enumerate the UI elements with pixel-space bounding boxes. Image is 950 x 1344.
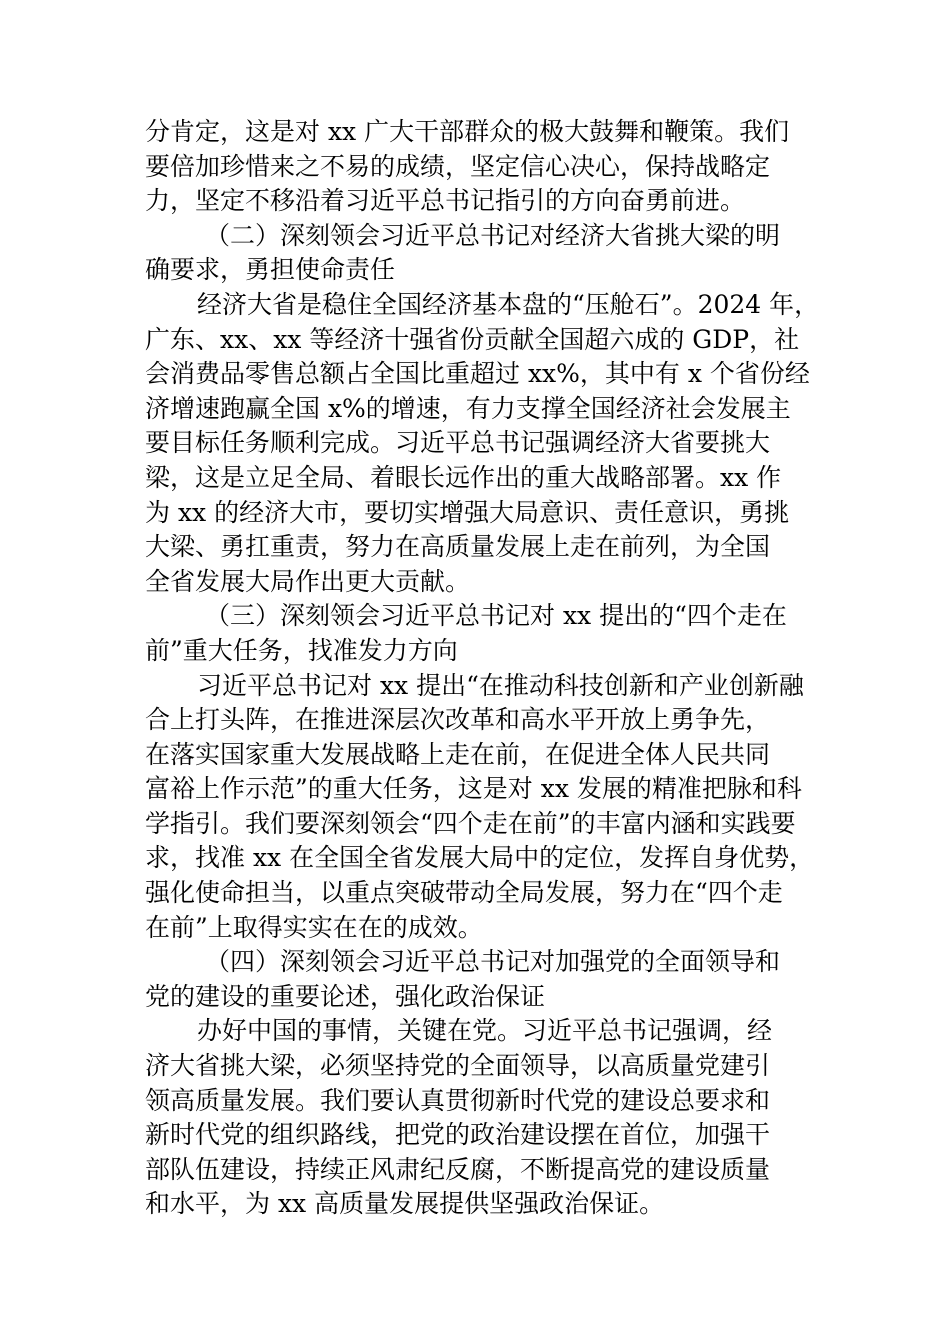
text-line — [145, 426, 835, 461]
paragraph-first-line — [145, 669, 835, 704]
line-text: 在前”上取得实实在在的成效。 — [145, 912, 483, 942]
text-line — [145, 1084, 835, 1119]
text-line — [145, 703, 835, 738]
line-text: 强化使命担当，以重点突破带动全局发展，努力在“四个走 — [145, 878, 783, 908]
section-heading-line — [145, 599, 835, 634]
text-line — [145, 1187, 835, 1222]
line-text: 合上打头阵，在推进深层次改革和高水平开放上勇争先， — [145, 705, 771, 735]
line-text: 梁，这是立足全局、着眼长远作出的重大战略部署。xx 作 — [145, 462, 782, 492]
text-line — [145, 184, 835, 219]
paragraph-first-line — [145, 1014, 835, 1049]
text-line — [145, 392, 835, 427]
text-line — [145, 1153, 835, 1188]
line-text: 全省发展大局作出更大贡献。 — [145, 566, 471, 596]
text-line — [145, 253, 835, 288]
line-text: 学指引。我们要深刻领会“四个走在前”的丰富内涵和实践要 — [145, 808, 796, 838]
text-line — [145, 738, 835, 773]
line-text: 前”重大任务，找准发力方向 — [145, 635, 458, 665]
text-line — [145, 565, 835, 600]
line-text: （二）深刻领会习近平总书记对经济大省挑大梁的明 — [205, 220, 781, 250]
text-line — [145, 634, 835, 669]
section-heading-line — [145, 945, 835, 980]
document-body — [145, 115, 835, 1222]
text-line — [145, 911, 835, 946]
line-text: 为 xx 的经济大市，要切实增强大局意识、责任意识，勇挑 — [145, 497, 790, 527]
text-line — [145, 530, 835, 565]
line-text: 济增速跑赢全国 x%的增速，有力支撑全国经济社会发展主 — [145, 393, 791, 423]
line-text: 经济大省是稳住全国经济基本盘的“压舱石”。2024 年， — [197, 289, 820, 319]
paragraph-first-line — [145, 288, 835, 323]
text-line — [145, 876, 835, 911]
text-line — [145, 461, 835, 496]
line-text: 大梁、勇扛重责，努力在高质量发展上走在前列，为全国 — [145, 532, 771, 562]
line-text: 要目标任务顺利完成。习近平总书记强调经济大省要挑大 — [145, 428, 771, 458]
text-line — [145, 496, 835, 531]
text-line — [145, 980, 835, 1015]
line-text: 要倍加珍惜来之不易的成绩，坚定信心决心，保持战略定 — [145, 151, 771, 181]
line-text: 力，坚定不移沿着习近平总书记指引的方向奋勇前进。 — [145, 186, 746, 216]
text-line — [145, 807, 835, 842]
text-line — [145, 323, 835, 358]
line-text: 和水平，为 xx 高质量发展提供坚强政治保证。 — [145, 1189, 665, 1219]
text-line — [145, 115, 835, 150]
line-text: 办好中国的事情，关键在党。习近平总书记强调，经 — [197, 1016, 773, 1046]
line-text: 领高质量发展。我们要认真贯彻新时代党的建设总要求和 — [145, 1085, 771, 1115]
section-heading-line — [145, 219, 835, 254]
line-text: 济大省挑大梁，必须坚持党的全面领导，以高质量党建引 — [145, 1051, 771, 1081]
text-line — [145, 1049, 835, 1084]
line-text: （四）深刻领会习近平总书记对加强党的全面领导和 — [205, 947, 781, 977]
text-line — [145, 772, 835, 807]
line-text: 党的建设的重要论述，强化政治保证 — [145, 981, 546, 1011]
line-text: （三）深刻领会习近平总书记对 xx 提出的“四个走在 — [205, 601, 787, 631]
line-text: 求，找准 xx 在全国全省发展大局中的定位，发挥自身优势， — [145, 843, 815, 873]
text-line — [145, 841, 835, 876]
line-text: 富裕上作示范”的重大任务，这是对 xx 发展的精准把脉和科 — [145, 774, 802, 804]
text-line — [145, 150, 835, 185]
text-line — [145, 357, 835, 392]
line-text: 分肯定，这是对 xx 广大干部群众的极大鼓舞和鞭策。我们 — [145, 117, 790, 146]
line-text: 在落实国家重大发展战略上走在前，在促进全体人民共同 — [145, 739, 771, 769]
line-text: 确要求，勇担使命责任 — [145, 255, 396, 285]
line-text: 部队伍建设，持续正风肃纪反腐，不断提高党的建设质量 — [145, 1154, 771, 1184]
text-line — [145, 1118, 835, 1153]
line-text: 广东、xx、xx 等经济十强省份贡献全国超六成的 GDP，社 — [145, 324, 800, 354]
line-text: 会消费品零售总额占全国比重超过 xx%，其中有 x 个省份经 — [145, 359, 810, 389]
line-text: 习近平总书记对 xx 提出“在推动科技创新和产业创新融 — [197, 670, 804, 700]
line-text: 新时代党的组织路线，把党的政治建设摆在首位，加强干 — [145, 1120, 771, 1150]
